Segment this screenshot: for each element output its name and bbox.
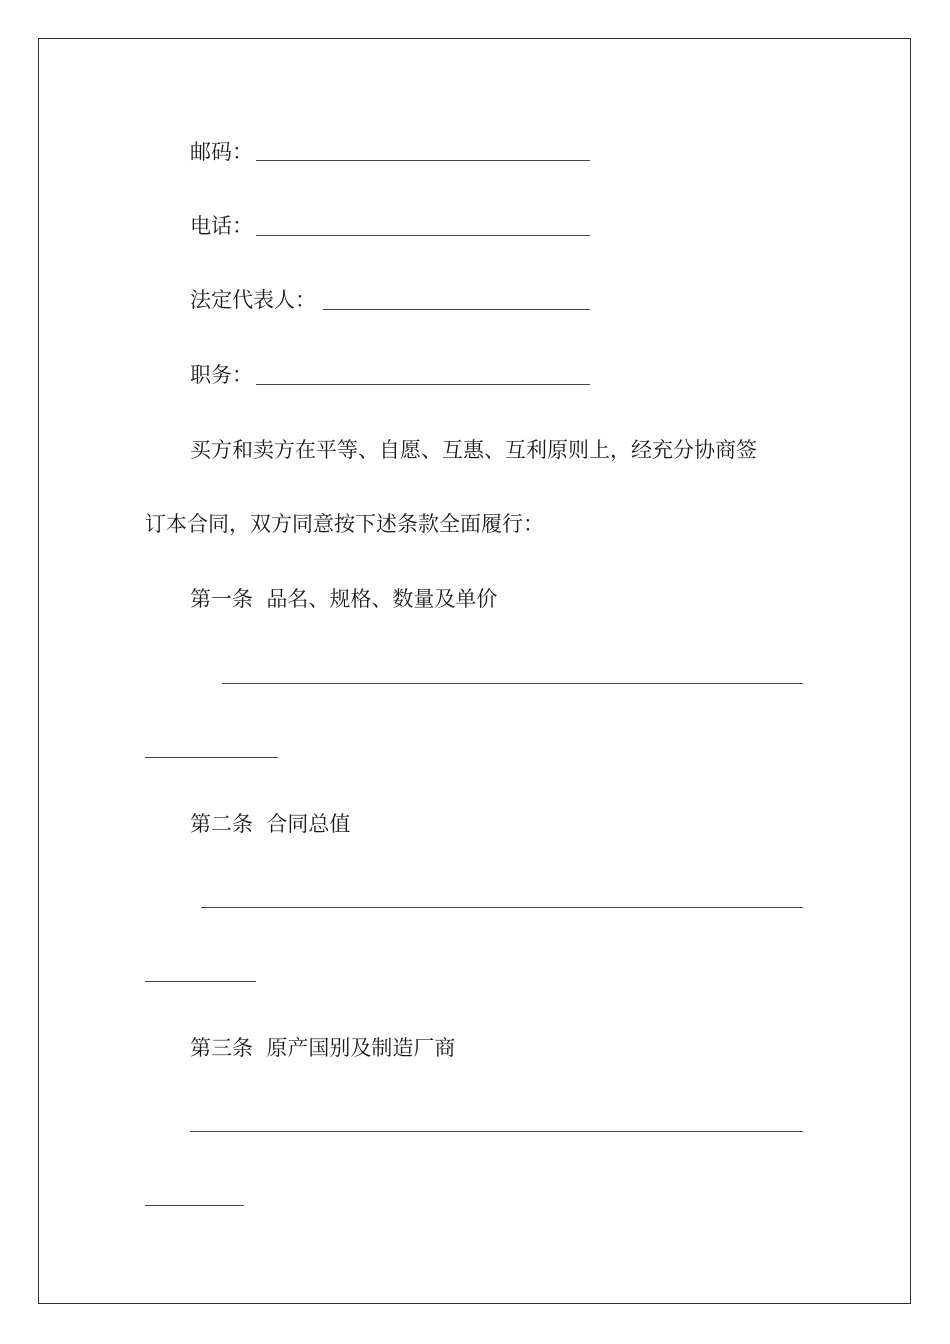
- article-1-blank-line-1[interactable]: [222, 683, 803, 684]
- postcode-label: 邮码：: [190, 140, 253, 164]
- article-3-blank-line-2[interactable]: [145, 1205, 244, 1206]
- article-3-number: 第三条: [190, 1036, 253, 1060]
- position-blank-line[interactable]: [256, 384, 590, 385]
- article-3-title: 原产国别及制造厂商: [266, 1036, 456, 1060]
- postcode-blank-line[interactable]: [256, 160, 590, 161]
- article-2-blank-line-1[interactable]: [201, 907, 803, 908]
- article-1-blank-line-2[interactable]: [145, 757, 278, 758]
- article-1-title: 品名、规格、数量及单价: [266, 587, 498, 611]
- article-2-blank-line-2[interactable]: [145, 981, 256, 982]
- phone-blank-line[interactable]: [256, 235, 590, 236]
- article-1-number: 第一条: [190, 587, 253, 611]
- position-label: 职务：: [190, 363, 253, 387]
- article-3-heading: [190, 1034, 455, 1062]
- intro-line-1: 买方和卖方在平等、自愿、互惠、互利原则上，经充分协商签: [190, 438, 757, 462]
- legal-rep-blank-line[interactable]: [323, 309, 590, 310]
- phone-label: 电话：: [190, 214, 253, 238]
- intro-line-2: 订本合同，双方同意按下述条款全面履行：: [145, 512, 544, 536]
- legal-rep-label: 法定代表人：: [190, 288, 316, 312]
- article-2-heading: [190, 810, 350, 838]
- article-2-title: 合同总值: [266, 812, 351, 836]
- article-1-heading: [190, 585, 497, 613]
- article-2-number: 第二条: [190, 812, 253, 836]
- article-3-blank-line-1[interactable]: [190, 1131, 803, 1132]
- page-border: [38, 38, 911, 1304]
